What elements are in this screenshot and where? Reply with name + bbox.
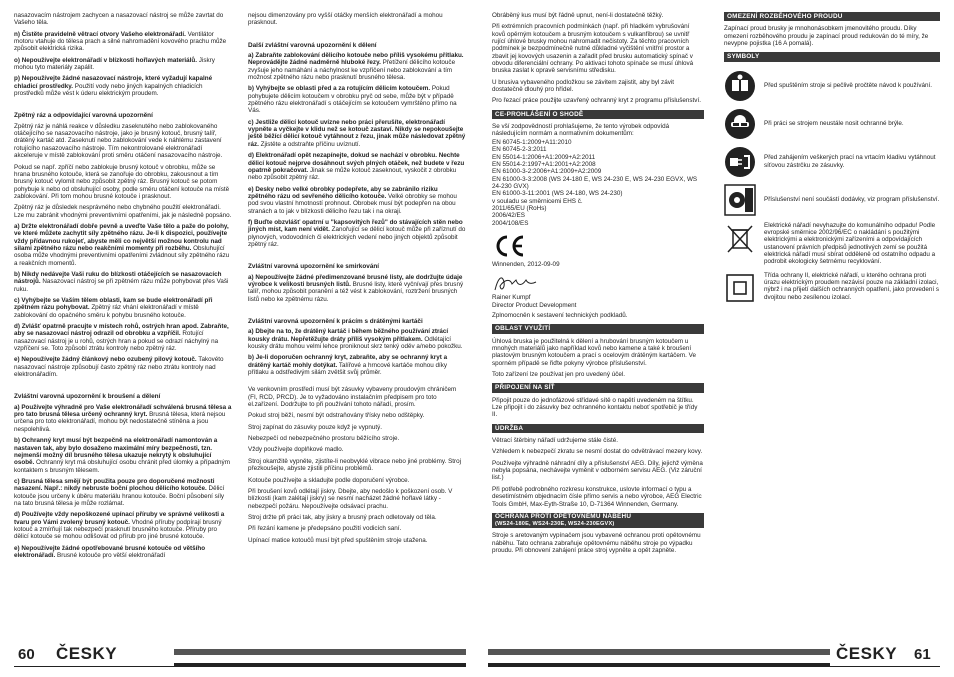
weee-bin-icon: [724, 222, 756, 254]
symbol-row: Elektrické nářadí nevyhazujte do komunálního odpadu! Podle evropské směrnice 2002/96/EC o nakládání s použitými elektrickými a elektronickými zařízeními a odpovídajících ustanovení právních předpisů jednotlivých zemí se použitá elektrická nářadí musí sbírat odděleně od ostatního odpadu a podrobit ekologicky šetrnému recyklování.: [724, 222, 940, 266]
page-number-right: 61: [914, 646, 931, 663]
footer-right: [830, 644, 940, 666]
paragraph: d) Zvlášť opatrně pracujte v místech rohů, ostrých hran apod. Zabraňte, aby se nasazovací nástroj odrazil od obrobku a vzpříčil. Rotující nasazovací nástroj je u rohů, ostrých hran a pokud se odrazí náchylný na vzpříčení se. Toto způsobí ztrátu kontroly nebo zpětný ráz.: [14, 323, 229, 353]
section-header-softstart: OMEZENÍ ROZBĚHOVÉHO PROUDU: [724, 12, 940, 21]
symbol-row: Před zahájením veškerých prací na vrtacím kladivu vytáhnout síťovou zástrčku ze zásuvky.: [724, 146, 940, 178]
standard-item: EN 61000-3-3:2008 (WS 24-180 E, WS 24-230 E, WS 24-230 EGVX, WS 24-230 GVX): [492, 175, 698, 190]
paragraph: o) Nepoužívejte elektronářadí v blízkosti hořlavých materiálů. Jiskry mohou tyto materiály zapálit.: [14, 56, 215, 72]
accessory-not-included-icon: [724, 184, 756, 216]
paragraph: Zapínací proud brusky je mnohonásobkem jmenovitého proudu. Díky omezení rozběhového proudu je zapínací proud redukován do té míry, že nevypne pojistka (16 A pomalá).: [724, 25, 929, 48]
paragraph: a) Dbejte na to, že drátěný kartáč i během běžného používání ztrácí kousky drátu. Nepřetěžujte dráty příliš vysokým přítlakem. Odlétající kousky drátu mohou velmi lehce proniknout skrz tenký oděv a/nebo pokožku.: [248, 328, 463, 351]
paragraph: Ve venkovním prostředí musí být zásuvky vybaveny proudovým chráničem (FI, RCD, PRCD). Je to vyžadováno instalačním předpisem pro toto el.zařízení. Dodržujte to při používání tohoto nářadí, prosím.: [248, 386, 457, 409]
paragraph: c) Jestliže dělicí kotouč uvízne nebo práci přerušíte, elektronářadí vypněte a vyčkejte v klidu než se kotouč zastaví. Nikdy se nepokoušejte ještě běžící dělicí kotouč vytáhnout z řezu, jinak může následovat zpětný ráz. Zjistěte a odstraňte příčinu uvíznutí.: [248, 118, 466, 148]
paragraph: Při extrémních pracovních podmínkách (např. při hladkém vybrušování kovů opěrným kotoučem a brusným kotoučem s vulkanfíbrou) se uvnitř rující úhlové brusky mohou nahromadit nečistoty. Za těchto pracovních podmínek je bezpodmínečně nutné důkladné vyčištění vnitřní prostor a zbavit jej kovových usazenin a zařadit před brusku automatický spínač v obvodu diferenciální ochrany. Po aktivaci tohoto spínače se musí úhlová bruska zaslat k opravě servisnímu středisku.: [492, 23, 694, 75]
paragraph: Pro řezací práce použijte uzavřený ochranný kryt z programu příslušenství.: [492, 97, 701, 105]
paragraph: c) Vyhýbejte se Vaším tělem oblasti, kam se bude elektronářadí při zpětném rázu pohybovat. Zpětný ráz vhání elektronářadí v místě zablokování do opačného směru k pohybu brusného kotouče.: [14, 297, 213, 319]
column-3: [492, 12, 704, 558]
signer-title: Director Product Development: [492, 301, 577, 309]
standard-item: 2004/108/ES: [492, 219, 529, 227]
paragraph: Upínací matice kotoučů musí být před spuštěním stroje utažena.: [248, 536, 428, 544]
page-number-left: 60: [18, 646, 35, 663]
read-manual-icon: [724, 70, 756, 102]
section-header-use: OBLAST VYUŽITÍ: [492, 324, 704, 333]
language-label-right: ČESKY: [836, 644, 898, 663]
symbol-row: Při práci se strojem neustále nosit ochranné brýle.: [724, 108, 940, 140]
paragraph: b) Je-li doporučen ochranný kryt, zabraňte, aby se ochranný kryt a drátěný kartáč mohly dotýkat. Talířové a hrncové kartáče mohou díky přítlaku a odstředivým silám zvětšit svůj průměr.: [248, 354, 448, 377]
paragraph: Zplnomocněn k sestavení technických podkladů.: [492, 311, 628, 319]
paragraph: a) Nepoužívejte žádné předimenzované brusné listy, ale dodržujte údaje výrobce k velikosti brusných listů. Brusné listy, které vyčnívají přes brusný talíř, mohou způsobit poranění a též vést k zablokování, roztržení brusných listů nebo ke zpětnému rázu.: [248, 273, 464, 303]
paragraph: Obráběný kus musí být řádně upnut, není-li dostatečně těžký.: [492, 12, 664, 19]
column-2: [248, 12, 466, 548]
safety-goggles-icon: [724, 108, 756, 140]
paragraph: a) Používejte výhradně pro Vaše elektronářadí schválená brusná tělesa a pro tato brusná tělesa určený ochranný kryt. Brusná tělesa, která nejsou určena pro toto elektronářadí, mohou být nedostatečně stíněna a jsou nespolehlivá.: [14, 403, 232, 433]
standard-item: v souladu se směrnicemi EHS č.: [492, 197, 583, 205]
paragraph: n) Čistěte pravidelně větrací otvory Vašeho elektronářadí. Ventilátor motoru vtahuje do tělesa prach a silné nahromadění kovového prachu může způsobit elektrická rizika.: [14, 30, 227, 53]
column-4: [724, 12, 940, 310]
standard-item: EN 55014-2:1997+A1:2001+A2:2008: [492, 160, 596, 168]
paragraph: Úhlová bruska je použitelná k dělení a hrubování brusným kotoučem u mnohých materiálů jako například kovů nebo kamene a také k broušení plastovým brusným kotoučem a prací s ocelovým drátěným kartáčem. Ve sporném případě se řiďte pokyny výrobce příslušenství.: [492, 337, 697, 367]
place-date: Winnenden, 2012-09-09: [492, 260, 560, 268]
standards-list: [492, 139, 704, 227]
symbol-row: Třída ochrany II, elektrické nářadí, u kterého ochrana proti úrazu elektrickým proudem nezávisí pouze na základní izolaci, nýbrž i na přijetí dalších ochranných opatření, jako provedení s dvojitou nebo zesílenou izolací.: [724, 272, 940, 304]
paragraph: d) Elektronářadí opět nezapínejte, dokud se nachází v obrobku. Nechte dělicí kotouč nejprve dosáhnout svých plných otáček, než budete v řezu opatrně pokračovat. Jinak se může kotouč zaseknout, vyskočit z obrobku nebo způsobit zpětný ráz.: [248, 152, 465, 182]
paragraph: p) Nepoužívejte žádné nasazovací nástroje, které vyžadují kapalné chladicí prostředky. Použití vody nebo jiných kapalných chladicích prostředků může vést k úderu elektrickým proudem.: [14, 75, 213, 98]
standard-item: EN 60745-2-3:2011: [492, 146, 547, 154]
signer-name: Rainer Kumpf: [492, 294, 531, 302]
paragraph: b) Ochranný kryt musí být bezpečně na elektronářadí namontován a nastaven tak, aby bylo dosaženo maximální míry bezpečnosti, tzn. nejmenší možný díl brusného tělesa ukazuje nekrytý k obsluhující osobě. Ochranný kryt má obsluhující osobu chránit před úlomky a případným kontaktem s brusným tělesem.: [14, 437, 230, 474]
section-heading: Další zvláštní varovná upozornění k dělení: [248, 41, 377, 49]
standard-item: 2011/65/EU (RoHs): [492, 204, 547, 212]
paragraph: b) Nikdy nedávejte Vaši ruku do blízkosti otáčejících se nasazovacích nástrojů. Nasazovací nástroj se při zpětném rázu může pohybovat přes Vaši ruku.: [14, 270, 229, 293]
section-header-restart: OCHRANA PROTI OPĚTOVNÉMU NÁBĚHU (WS24-180E, WS24-230E, WS24-230EGVX): [492, 513, 704, 529]
language-label-left: ČESKY: [56, 644, 118, 663]
paragraph: Používejte výhradně náhradní díly a příslušenství AEG. Díly, jejichž výměna nebyla popsána, nechávejte vyměnit v odborném servisu AEG. (Viz záruční list.): [492, 459, 703, 482]
column-1: [14, 12, 232, 563]
unplug-icon: [724, 146, 756, 178]
ce-mark-icon: [492, 233, 704, 259]
paragraph: e) Nepoužívejte žádný článkový nebo ozubený pilový kotouč. Takovéto nasazovací nástroje způsobují často zpětný ráz nebo ztrátu kontroly nad elektronářadím.: [14, 356, 224, 379]
symbol-row: Příslušenství není součástí dodávky, viz program příslušenství.: [724, 184, 940, 216]
paragraph: Při řezání kamene je předepsáno použití vodicích saní.: [248, 525, 402, 533]
paragraph: Nebezpečí od nebezpečného prostoru běžícího stroje.: [248, 435, 400, 443]
signature-icon: [492, 272, 704, 294]
section-header-maintenance: ÚDRŽBA: [492, 424, 704, 433]
paragraph: Pokud se např. zpříčí nebo zablokuje brusný kotouč v obrobku, může se hrana brusného kotouče, která se zanořuje do obrobku, zakousnout a tím brusný kotouč vylomit nebo způsobit zpětný ráz. Brusný kotouč se potom pohybuje k nebo od obsluhující osoby, podle směru otáčení kotouče na místě zablokování. Při tom mohou brusné kotouče i prasknout.: [14, 163, 230, 200]
paragraph: Zpětný ráz je důsledek nesprávného nebo chybného použití elektronářadí. Lze mu zabránit vhodnými preventivními opatřeními, jak je následně popsáno.: [14, 204, 232, 219]
paragraph: f) Buďte obzvlášť opatrní u "kapsovitých řezů" do stávajících stěn nebo jiných míst, kam není vidět. Zanořující se dělicí kotouč může při zaříznutí do plynových, vodovodních či elektrických vedení nebo jiných objektů způsobit zpětný ráz.: [248, 218, 466, 248]
paragraph: Kotouče používejte a skladujte podle doporučení výrobce.: [248, 476, 410, 484]
paragraph: Se vší zodpovědností prohlašujeme, že tento výrobek odpovídá následujícím normám a normativním dokumentům:: [492, 123, 670, 138]
paragraph: Stroje s aretovaným vypínačem jsou vybavené ochranou proti opětovnému náběhu. Tato ochrana zabraňuje opětovnému náběhu stroje po výpadku proudu. Při obnovení zahájení práce stroj vypněte a opět zapněte.: [492, 532, 701, 555]
class-ii-icon: [724, 272, 756, 304]
paragraph: Vždy používejte doplňkové madlo.: [248, 446, 344, 454]
paragraph: d) Používejte vždy nepoškozené upínací příruby ve správné velikosti a tvaru pro Vámi zvolený brusný kotouč. Vhodné příruby podpírají brusný kotouč a zmírňují tak nebezpečí prasknutí brusného kotouče. Příruby pro dělicí kotouče se mohou odlišovat od přírub pro jiné brusné kotouče.: [14, 511, 225, 541]
section-header-symbols: SYMBOLY: [724, 52, 940, 61]
section-heading: Zvláštní varovná upozornění k broušení a dělení: [14, 393, 161, 401]
paragraph: e) Nepoužívejte žádné opotřebované brusné kotouče od většího elektronářadí. Brusné kotouče pro větší elektronářadí: [14, 544, 206, 559]
paragraph: Toto zařízení lze používat jen pro uvedený účel.: [492, 371, 626, 379]
section-header-ce: CE-PROHLÁŠENÍ O SHODĚ: [492, 110, 704, 119]
footer-left: [14, 644, 174, 666]
standard-item: EN 61000-3-11:2001 (WS 24-180, WS 24-230): [492, 190, 623, 198]
paragraph: Pokud stroj běží, nesmí být odstraňovány třísky nebo odštěpky.: [248, 412, 425, 420]
paragraph: Zpětný ráz je náhlá reakce v důsledku zaseknutého nebo zablokovaného otáčejícího se nasazovacího nástroje, jako je brusný kotouč, brusný talíř, drátěný kartáč atd. Zaseknutí nebo zablokování vede k náhlému zastavení rotujícího nasazovacího nástroje. Tím nekontrolované elektronářadí akceleruje v místě zablokování proti směru otáčení nasazovacího nástroje.: [14, 122, 223, 160]
paragraph: Vzhledem k nebezpečí zkratu se nesmí dostat do odvětrávací mezery kovy.: [492, 448, 703, 456]
paragraph: a) Držte elektronářadí dobře pevně a uveďte Vaše tělo a paže do polohy, ve které můžete zachytit síly zpětného rázu. Je-li k dispozici, používejte vždy přídavnou rukojeť, abyste měli co největší možnou kontrolu nad silami zpětného rázu nebo reakčními momenty při rozběhu. Obsluhující osoba může vhodnými preventivními opatřeními zvládnout síly zpětného rázu a reakčních momentů.: [14, 222, 230, 267]
paragraph: nejsou dimenzovány pro vyšší otáčky menších elektronářadí a mohou prasknout.: [248, 12, 443, 27]
paragraph: U brusiva vybaveného podložkou se závitem zajistit, aby byl závit dostatečně dlouhý pro hřídel.: [492, 78, 674, 94]
standard-item: EN 61000-3-2:2006+A1:2009+A2:2009: [492, 168, 602, 176]
paragraph: nasazovacím nástrojem zachycen a nasazovací nástroj se může zavrtat do Vašeho těla.: [14, 12, 224, 27]
paragraph: Stroj zapínat do zásuvky pouze když je vypnutý.: [248, 423, 383, 431]
section-heading: Zpětný ráz a odpovídající varovná upozornění: [14, 112, 153, 120]
paragraph: Větrací štěrbiny nářadí udržujeme stále čisté.: [492, 437, 618, 445]
paragraph: Při broušení kovů odlétají jiskry. Dbejte, aby nedošlo k poškození osob. V blízkosti (kam zalétají jiskry) se nesmí nacházet žádné hořlavé látky - nebezpečí požáru. Nepoužívejte odsávací prachu.: [248, 487, 453, 510]
paragraph: Připojit pouze do jednofázové střídavé sítě o napětí uvedeném na štítku. Lze připojit i do zásuvky bez ochranného kontaktu neboť spotřebič je třídy II.: [492, 396, 698, 419]
section-header-mains: PŘIPOJENÍ NA SÍŤ: [492, 383, 704, 392]
standard-item: EN 55014-1:2006+A1:2009+A2:2011: [492, 153, 596, 161]
paragraph: Stroj držte při práci tak, aby jiskry a brusný prach odletovaly od těla.: [248, 513, 437, 521]
paragraph: Stroj okamžitě vypněte, zjistíte-li neobvyklé vibrace nebo jiné problémy. Stroj přezkoušejte, abyste zjistili příčinu problémů.: [248, 457, 462, 473]
paragraph: e) Desky nebo velké obrobky podepřete, aby se zabránilo riziku zpětného rázu od sevřeného dělicího kotouče. Velké obrobky se mohou pod svou vlastní hmotností prohnout. Obrobek musí být podepřen na obou stranách a to jak v blízkosti dělicího řezu tak i na okraji.: [248, 185, 457, 215]
paragraph: b) Vyhýbejte se oblasti před a za rotujícím dělicím kotoučem. Pokud pohybujete dělicím kotoučem v obrobku pryč od sebe, může být v případě zpětného rázu elektronářadí s otáčejícím se kotoučem vymrštěno přímo na Vás.: [248, 85, 457, 115]
standard-item: EN 60745-1:2009+A11:2010: [492, 138, 572, 146]
paragraph: a) Zabraňte zablokování dělicího kotouče nebo příliš vysokému přítlaku. Neprovádějte žádné nadměrně hluboké řezy. Přetížení dělicího kotouče zvyšuje jeho namáhání a náchylnost ke vzpříčení nebo zablokování a tím možnost zpětného rázu nebo prasknutí brusného tělesa.: [248, 52, 464, 82]
section-heading: Zvláštní varovná upozornění k prácím s drátěnými kartáči: [248, 318, 423, 325]
symbol-row: Před spuštěním stroje si pečlivě pročtěte návod k používání.: [724, 70, 940, 102]
paragraph: Při potřebě podrobného rozkresu konstrukce, uslovte informací o typu a desetimístném objednacím čísle přímo servis a nebo výrobce, AEG Electric Tools GmbH, Max-Eyth-Straße 10, D-71364 Winnenden, Germany.: [492, 485, 702, 508]
section-heading: Zvláštní varovná upozornění ke smirkování: [248, 263, 380, 271]
standard-item: 2006/42/ES: [492, 212, 525, 220]
paragraph: c) Brusná tělesa smějí být použita pouze pro doporučené možnosti nasazení. Např.: nikdy nebruste boční plochou dělicího kotouče. Dělicí kotouče jsou určeny k úběru materiálu hranou kotouče. Boční působení síly na tato brusná tělesa je může rozlámat.: [14, 477, 225, 507]
